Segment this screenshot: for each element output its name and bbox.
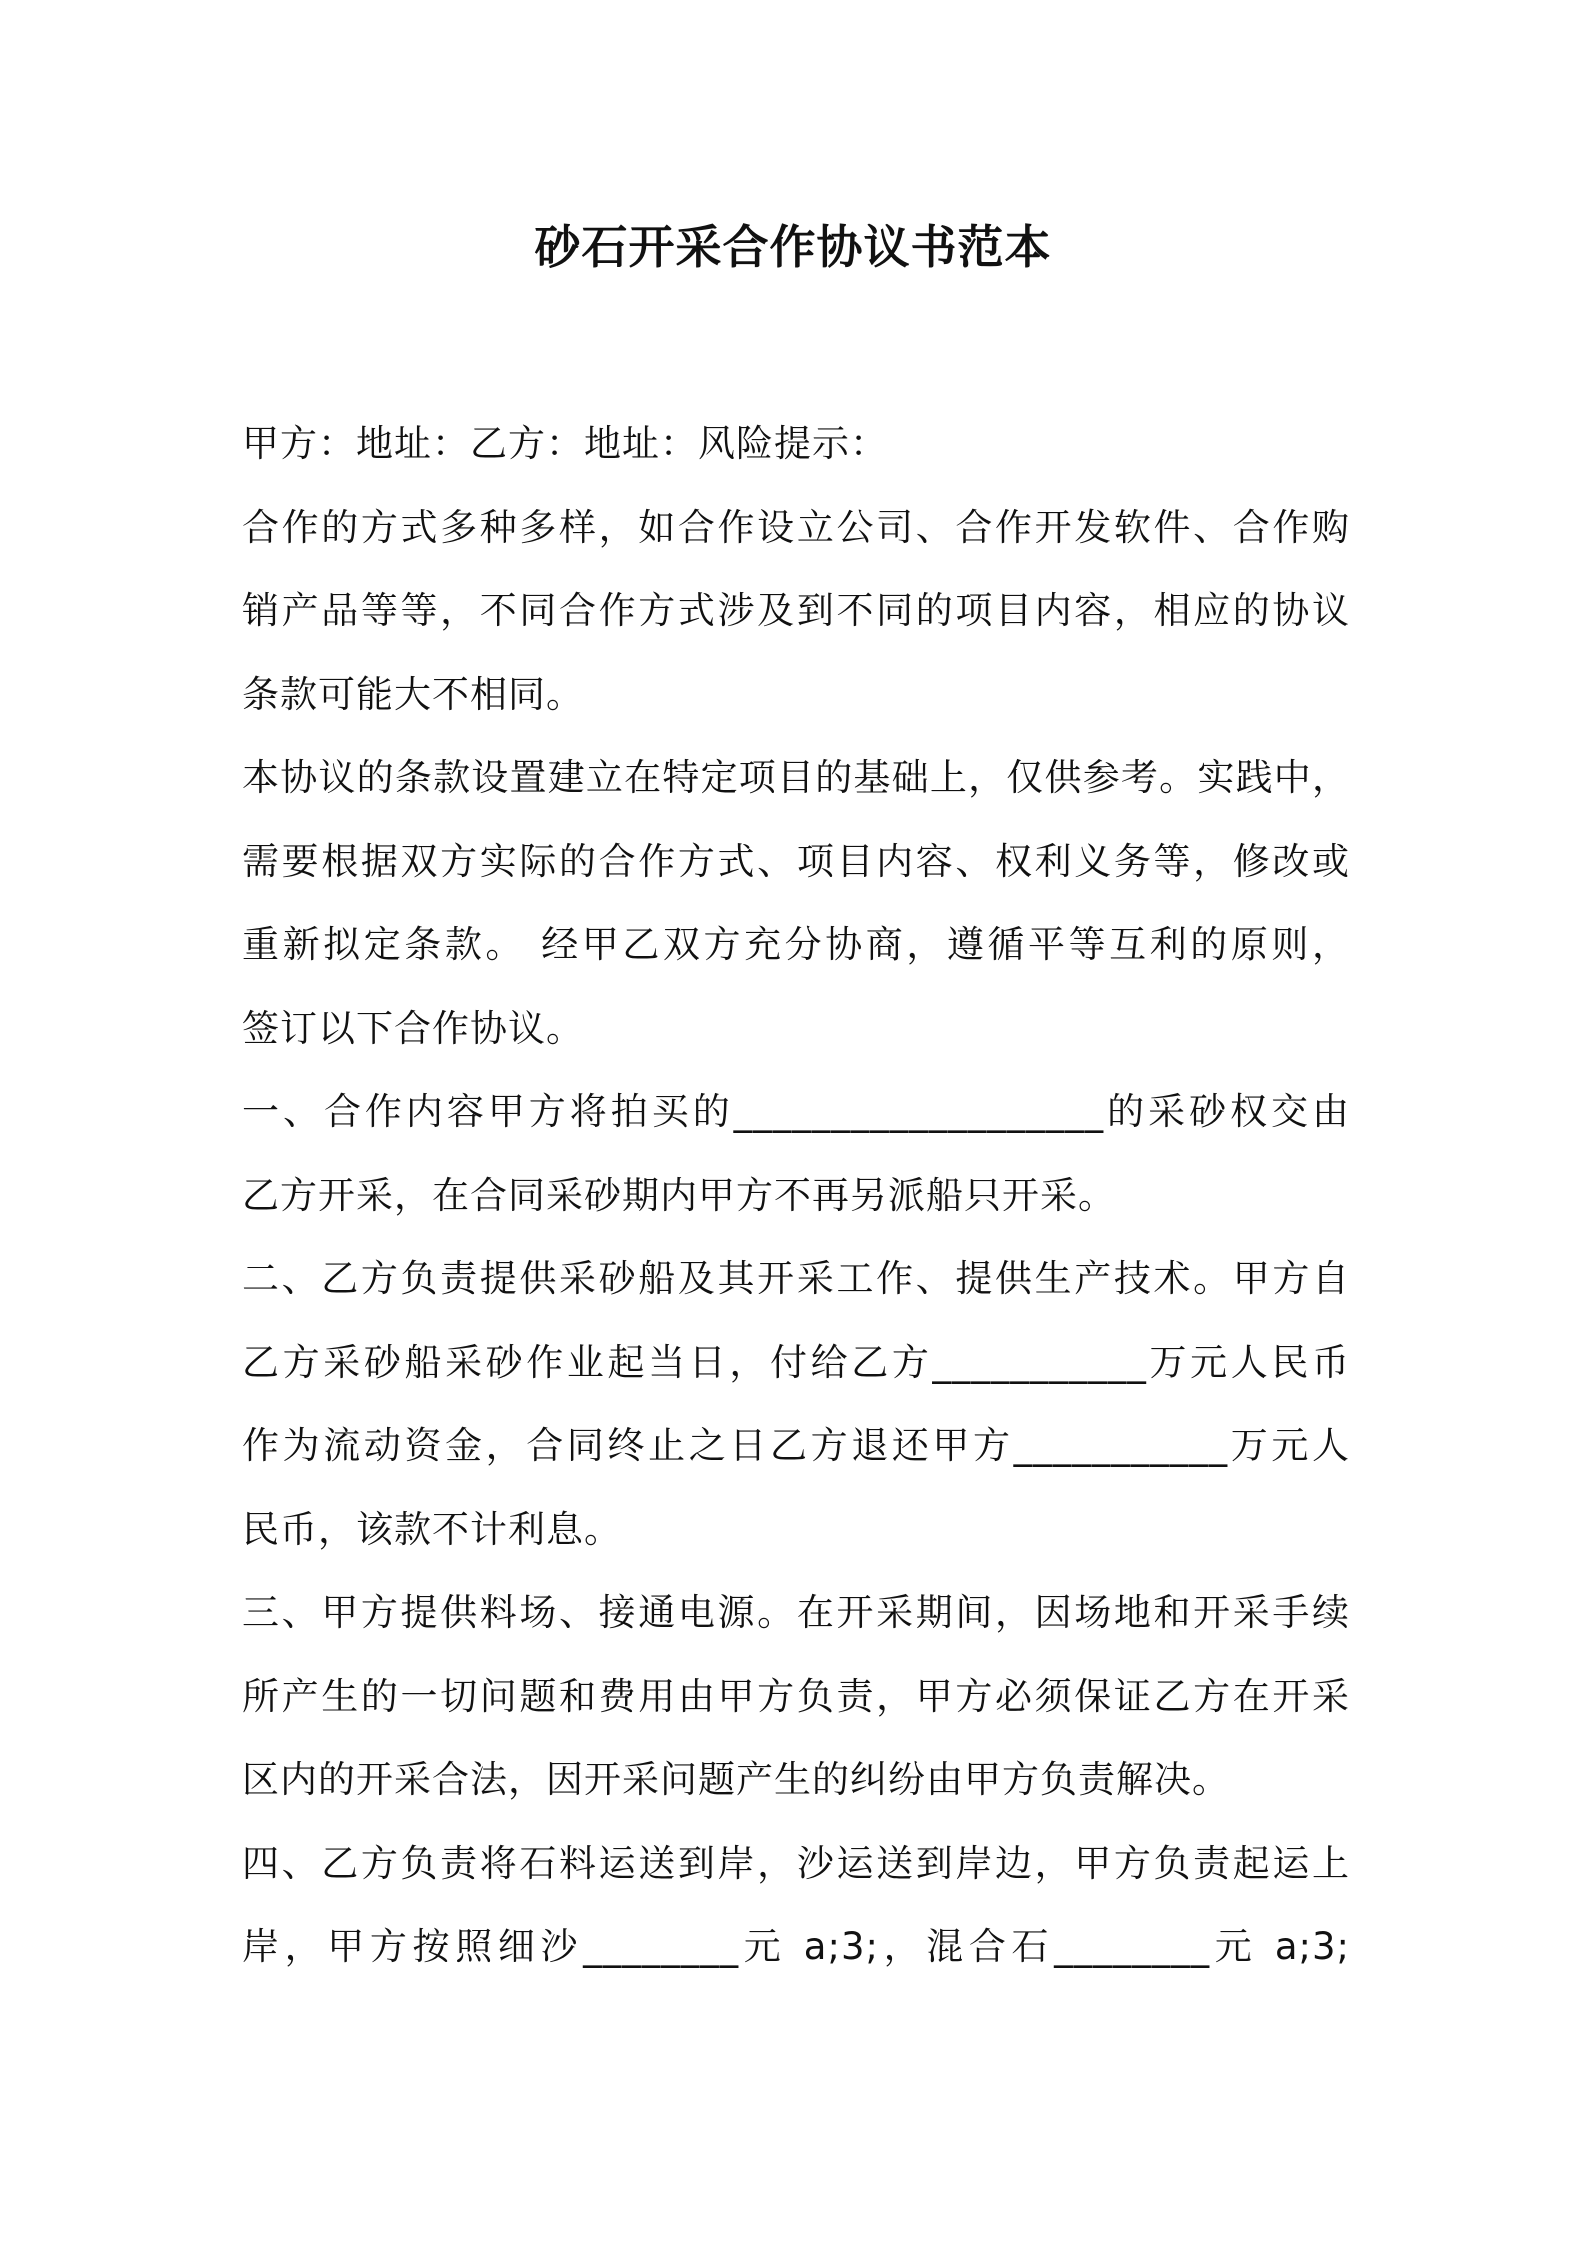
clause-line: 所产生的一切问题和费用由甲方负责，甲方必须保证乙方在开采: [242, 1674, 1350, 1718]
clause-line: 区内的开采合法，因开采问题产生的纠纷由甲方负责解决。: [242, 1758, 1230, 1801]
clause-line: 乙方采砂船采砂作业起当日，付给乙方___________万元人民币: [242, 1340, 1350, 1384]
paragraph-line: 本协议的条款设置建立在特定项目的基础上，仅供参考。实践中，: [242, 756, 1350, 799]
paragraph-line: 重新拟定条款。 经甲乙双方充分协商，遵循平等互利的原则，: [242, 923, 1350, 966]
paragraph-line: 需要根据双方实际的合作方式、项目内容、权利义务等，修改或: [242, 839, 1350, 883]
clause-line: 乙方开采，在合同采砂期内甲方不再另派船只开采。: [242, 1173, 1116, 1217]
clause-line: 一、合作内容甲方将拍买的___________________的采砂权交由: [242, 1090, 1350, 1133]
clause-line: 四、乙方负责将石料运送到岸，沙运送到岸边，甲方负责起运上: [242, 1841, 1350, 1885]
paragraph-line: 销产品等等，不同合作方式涉及到不同的项目内容，相应的协议: [242, 589, 1350, 632]
parties-line: 甲方：地址：乙方：地址：风险提示：: [242, 422, 888, 465]
clause-line: 岸，甲方按照细沙________元 a;3;，混合石________元 a;3;: [242, 1925, 1350, 1968]
document-body: [242, 402, 1350, 1989]
clause-line: 民币，该款不计利息。: [242, 1507, 622, 1551]
clause-line: 二、乙方负责提供采砂船及其开采工作、提供生产技术。甲方自: [242, 1257, 1350, 1300]
document-title: 砂石开采合作协议书范本: [534, 220, 1052, 274]
paragraph-line: 合作的方式多种多样，如合作设立公司、合作开发软件、合作购: [242, 505, 1350, 549]
paragraph-line: 签订以下合作协议。: [242, 1006, 584, 1050]
clause-line: 作为流动资金，合同终止之日乙方退还甲方___________万元人: [242, 1424, 1350, 1467]
clause-line: 三、甲方提供料场、接通电源。在开采期间，因场地和开采手续: [242, 1591, 1350, 1634]
paragraph-line: 条款可能大不相同。: [242, 672, 584, 716]
